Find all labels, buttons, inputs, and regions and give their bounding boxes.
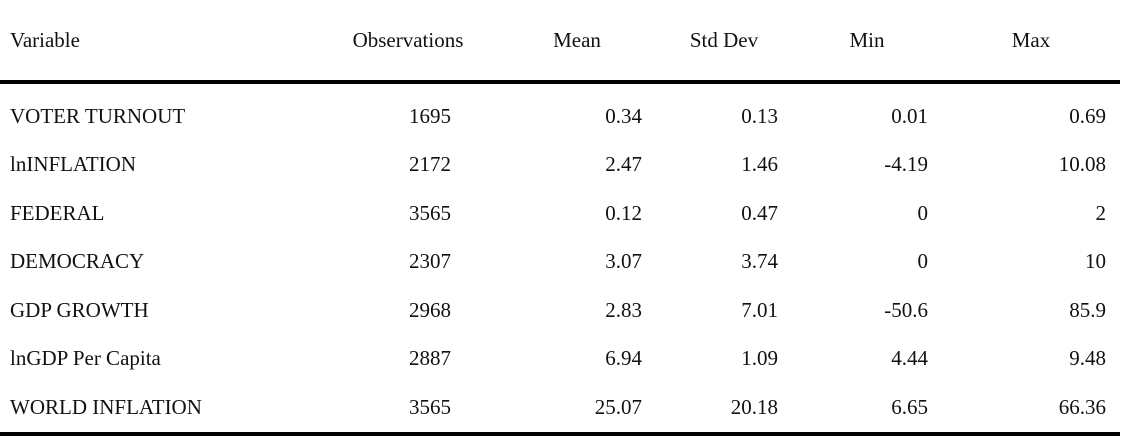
table-row — [0, 82, 1120, 141]
cell-max: 85.9 — [1069, 297, 1106, 322]
cell-min: 0.01 — [891, 103, 928, 128]
table-body — [0, 82, 1120, 434]
cell-observations: 1695 — [409, 103, 451, 128]
cell-max: 0.69 — [1069, 103, 1106, 128]
cell-observations: 3565 — [318, 383, 498, 434]
cell-min: 0 — [917, 200, 928, 225]
cell-max: 2 — [1095, 200, 1106, 225]
cell-variable: GDP GROWTH — [10, 297, 149, 322]
table-row — [0, 189, 1120, 238]
cell-max: 9.48 — [1069, 346, 1106, 371]
cell-variable: WORLD INFLATION — [0, 383, 318, 434]
header-mean: Mean — [498, 0, 656, 82]
cell-mean: 2.47 — [605, 152, 642, 177]
cell-std-dev: 1.09 — [741, 346, 778, 371]
table-row — [0, 141, 1120, 190]
cell-min: 4.44 — [891, 346, 928, 371]
cell-variable: DEMOCRACY — [10, 249, 145, 274]
cell-std-dev: 20.18 — [656, 383, 792, 434]
cell-observations: 2307 — [409, 249, 451, 274]
table-header — [0, 0, 1120, 82]
cell-mean: 2.83 — [605, 297, 642, 322]
cell-variable: lnINFLATION — [10, 152, 136, 177]
cell-mean: 3.07 — [605, 249, 642, 274]
cell-max: 10 — [1085, 249, 1106, 274]
cell-min: -50.6 — [884, 297, 928, 322]
cell-min: 0 — [917, 249, 928, 274]
cell-max: 10.08 — [1058, 152, 1106, 177]
header-variable: Variable — [0, 0, 318, 82]
cell-mean: 25.07 — [498, 383, 656, 434]
table-row — [0, 335, 1120, 384]
cell-min: -4.19 — [884, 152, 928, 177]
cell-variable: lnGDP Per Capita — [10, 346, 161, 371]
cell-observations: 2887 — [409, 346, 451, 371]
cell-variable: VOTER TURNOUT — [10, 103, 186, 128]
header-min: Min — [792, 0, 942, 82]
cell-mean: 6.94 — [605, 346, 642, 371]
cell-observations: 2968 — [409, 297, 451, 322]
cell-observations: 2172 — [409, 152, 451, 177]
cell-std-dev: 1.46 — [741, 152, 778, 177]
header-std-dev: Std Dev — [656, 0, 792, 82]
cell-variable: FEDERAL — [10, 200, 105, 225]
cell-mean: 0.12 — [605, 200, 642, 225]
header-max: Max — [942, 0, 1120, 82]
table-row — [0, 286, 1120, 335]
header-row — [0, 0, 1120, 82]
cell-observations: 3565 — [409, 200, 451, 225]
table-row — [0, 238, 1120, 287]
cell-std-dev: 7.01 — [741, 297, 778, 322]
cell-std-dev: 0.47 — [741, 200, 778, 225]
header-observations: Observations — [318, 0, 498, 82]
cell-std-dev: 0.13 — [741, 103, 778, 128]
table-row — [0, 383, 1120, 434]
cell-min: 6.65 — [792, 383, 942, 434]
cell-std-dev: 3.74 — [741, 249, 778, 274]
cell-mean: 0.34 — [605, 103, 642, 128]
cell-max: 66.36 — [942, 383, 1120, 434]
